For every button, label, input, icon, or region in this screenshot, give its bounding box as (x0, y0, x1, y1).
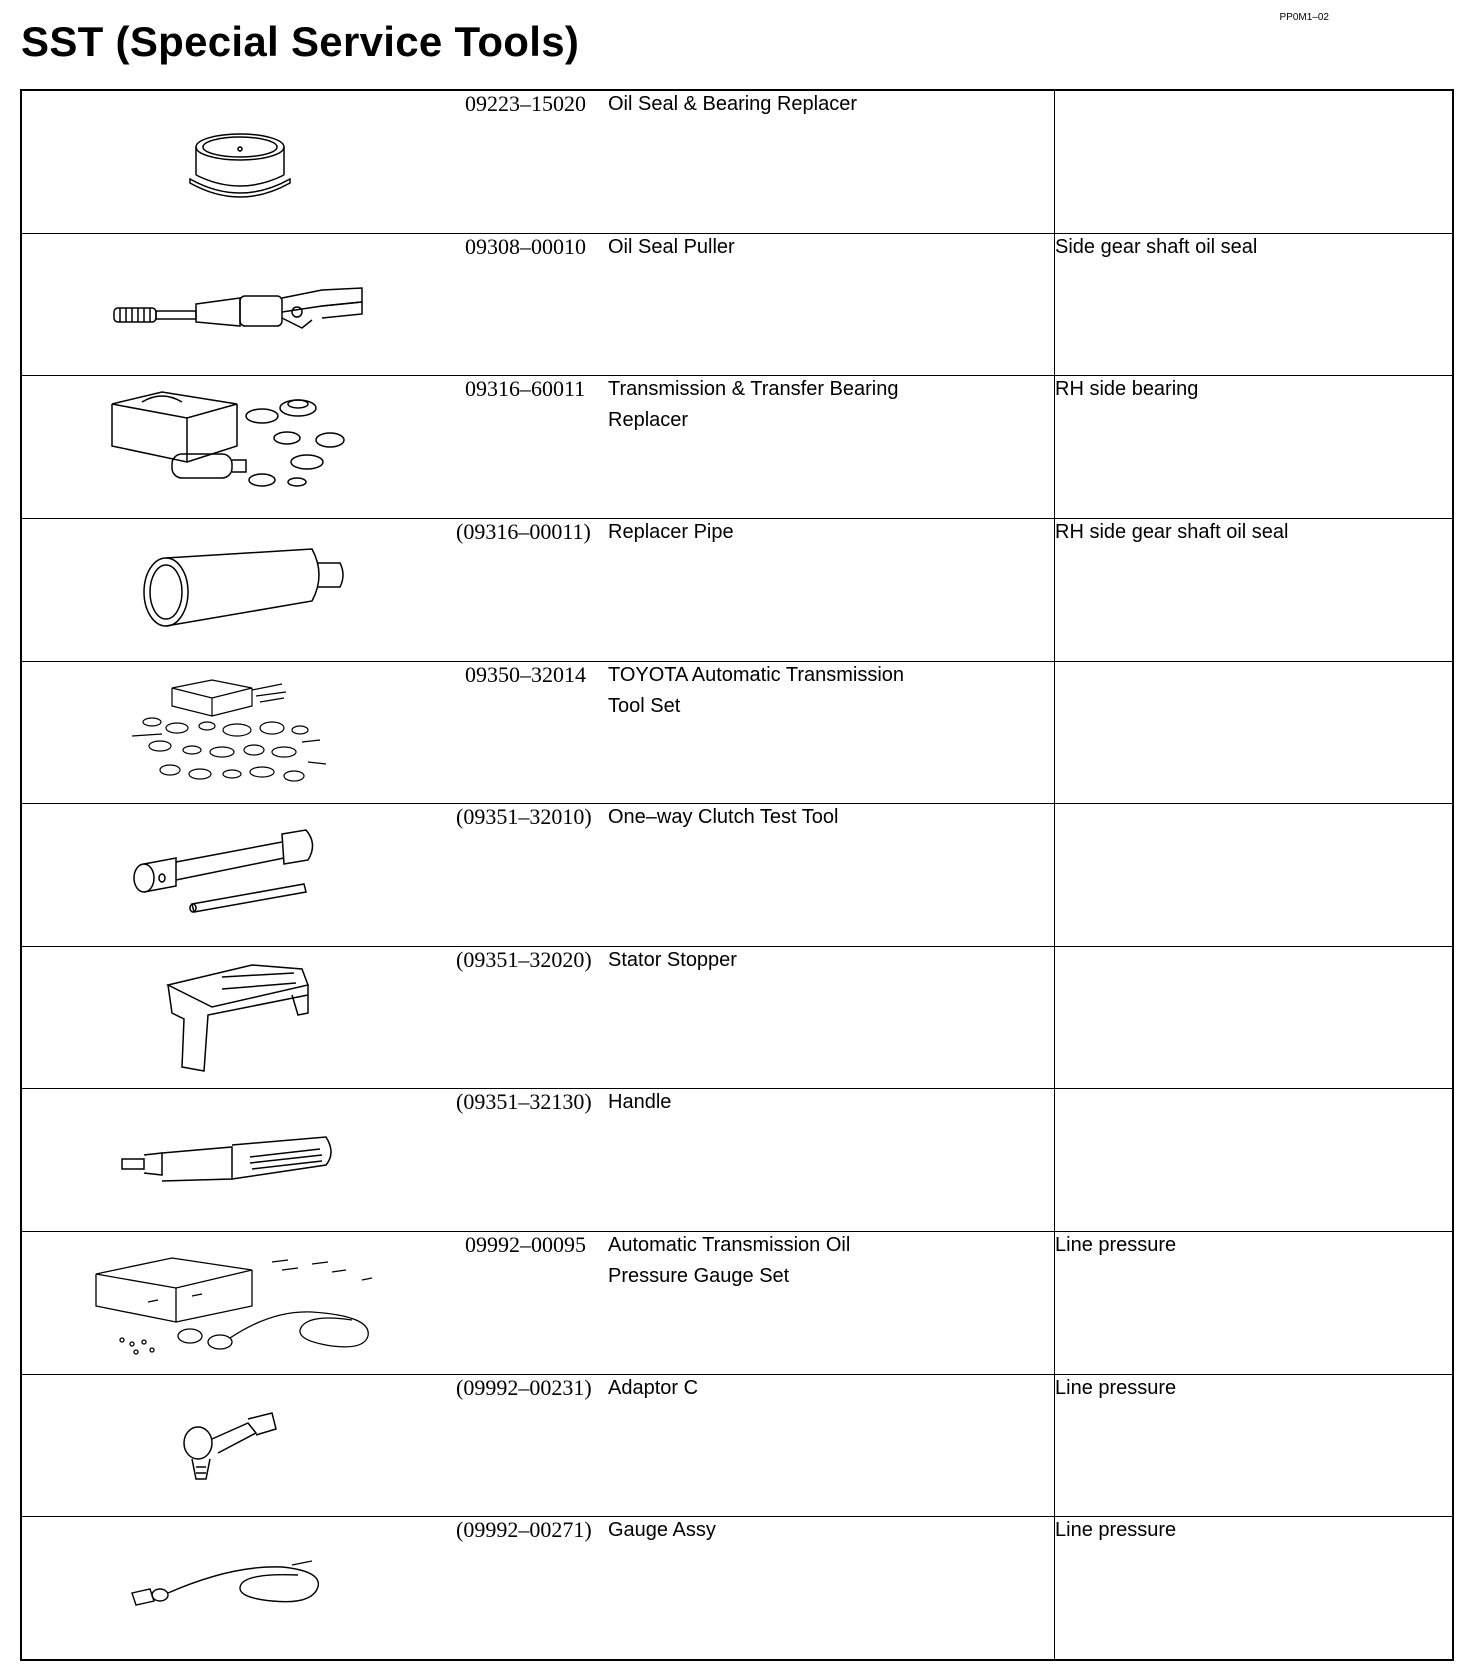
tool-name: TOYOTA Automatic Transmission Tool Set (608, 663, 905, 717)
stator-stopper-icon (72, 955, 402, 1080)
bearing-replacer-set-icon (72, 384, 402, 509)
table-row (21, 1232, 1453, 1375)
tool-use: Line pressure (1055, 1376, 1177, 1399)
page-code: PP0M1–02 (1279, 12, 1329, 23)
tool-name: Stator Stopper (608, 948, 737, 971)
tool-name: Adaptor C (608, 1376, 699, 1399)
part-number: 09223–15020 (465, 91, 586, 116)
part-number: 09308–00010 (465, 233, 586, 259)
tool-use: RH side gear shaft oil seal (1055, 520, 1289, 543)
tool-name: Oil Seal & Bearing Replacer (608, 93, 858, 115)
table-row (21, 90, 1453, 233)
part-number: 09992–00095 (465, 1232, 586, 1257)
part-number: 09316–60011 (465, 376, 586, 402)
tool-use: RH side bearing (1055, 378, 1199, 401)
table-row (21, 1089, 1453, 1232)
pressure-gauge-set-icon (72, 1240, 402, 1365)
tool-name: Transmission & Transfer Bearing Replacer (608, 378, 899, 432)
tool-use: Line pressure (1055, 1519, 1177, 1542)
table-row (21, 804, 1453, 947)
table-row (21, 233, 1453, 376)
gauge-assy-icon (72, 1525, 402, 1650)
tool-name: Replacer Pipe (608, 520, 734, 543)
sst-table (20, 89, 1454, 1661)
table-row (21, 946, 1453, 1089)
part-number: (09351–32020) (456, 946, 592, 972)
page-title: SST (Special Service Tools) (21, 18, 580, 65)
adaptor-icon (72, 1383, 402, 1508)
part-number: 09350–32014 (465, 661, 586, 687)
table-row (21, 376, 1453, 519)
oil-seal-bearing-replacer-icon (72, 99, 402, 224)
clutch-test-tool-icon (72, 812, 402, 937)
tool-name: Gauge Assy (608, 1519, 716, 1542)
transmission-tool-set-icon (72, 670, 402, 795)
table-row (21, 1517, 1453, 1660)
tool-name: One–way Clutch Test Tool (608, 806, 839, 829)
replacer-pipe-icon (72, 527, 402, 652)
part-number: (09316–00011) (456, 518, 591, 544)
tool-use: Side gear shaft oil seal (1055, 235, 1258, 258)
part-number: (09992–00271) (456, 1517, 592, 1543)
tool-name: Automatic Transmission Oil Pressure Gauge Set (608, 1234, 851, 1287)
oil-seal-puller-icon (72, 242, 402, 367)
tool-name: Handle (608, 1091, 672, 1114)
table-row (21, 1374, 1453, 1517)
table-row (21, 661, 1453, 804)
part-number: (09351–32010) (456, 804, 592, 830)
table-row (21, 518, 1453, 661)
part-number: (09992–00231) (456, 1374, 592, 1400)
tool-use: Line pressure (1055, 1234, 1177, 1256)
tool-name: Oil Seal Puller (608, 235, 735, 258)
part-number: (09351–32130) (456, 1089, 592, 1115)
handle-icon (72, 1097, 402, 1222)
